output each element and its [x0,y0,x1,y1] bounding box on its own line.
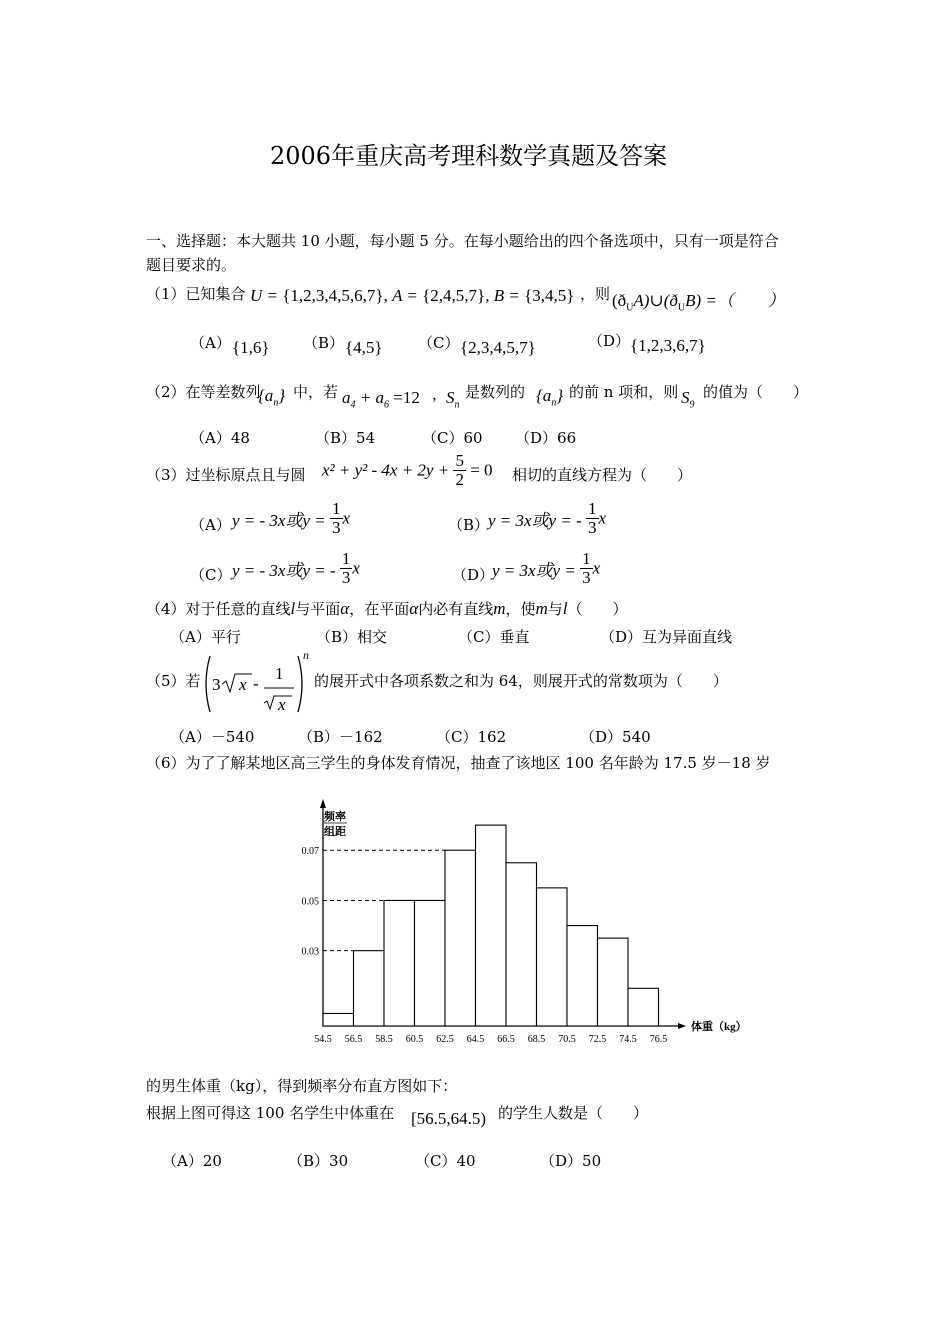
q5-power-n: n [303,648,309,662]
q5-frac-num: 1 [275,664,284,683]
histogram-bar [354,951,385,1026]
q3-opt-b-num: 1 [588,499,597,518]
q3-opt-c-num: 1 [341,549,351,568]
q2-a6: + a [359,388,384,407]
q1-option-c: {2,3,4,5,7} [460,338,536,357]
q3-option-b-label: （B） [448,516,490,534]
x-tick-label: 62.5 [436,1034,454,1045]
q6-option-c-label: （C） [415,1152,457,1170]
q2-an: {a [258,386,274,405]
q6-option-d-value: 50 [582,1152,602,1170]
q3-opt-d-frac [580,550,593,587]
q2-equation [342,388,420,410]
q2-comma: ， [432,385,448,403]
q2-option-a-value: 48 [230,429,250,447]
q3-opt-c-frac [340,550,353,587]
q6-option-d [540,1150,601,1171]
q3-circle-eq: x² + y² - 4x + 2y + [322,460,450,480]
q6-line3b: 的学生人数是（ ） [498,1104,649,1122]
q6-line2: 的男生体重（kg），得到频率分布直方图如下： [146,1077,458,1095]
q1-expr-b: B) =（ ） [685,291,785,310]
q2-a4: a [342,388,351,407]
q1-option-b-label: （B） [303,334,345,352]
q2-sn-sub: n [454,399,460,411]
q4-option-a [170,626,241,647]
q3-end: 相切的直线方程为（ ） [512,466,693,484]
histogram-bar [628,988,659,1026]
q5-option-c [436,726,506,747]
q2-an-sub: n [273,397,279,409]
q3-frac-den: 2 [455,469,464,489]
q6-option-b-label: （B） [288,1152,330,1170]
q2-S9-letter: S [681,388,690,407]
q5-option-a-value: －540 [210,728,255,746]
x-tick-label: 56.5 [344,1034,363,1045]
q2-an2-sub: n [551,397,557,409]
q2-option-b-label: （B） [315,429,357,447]
q3-option-c [232,550,360,587]
q3-opt-c-left: y = - 3x或y = - [232,560,336,580]
y-tick-label: 0.05 [301,896,319,908]
q4-alpha: α [340,599,350,618]
q6-option-a-label: （A） [162,1152,203,1170]
q3-opt-d-left: y = 3x或y = [492,560,576,580]
x-tick-label: 64.5 [466,1034,485,1045]
histogram-bar [476,825,507,1026]
q3-opt-d-right: x [592,558,601,578]
q3-fraction [453,452,466,489]
q2-sequence-2 [536,386,563,408]
q4-text3: ，在平面 [349,600,410,618]
q1-expression [612,286,785,313]
q5-option-b-label: （B） [298,728,340,746]
q2-sub4: 4 [350,399,356,411]
q2-an-close: } [278,386,286,405]
histogram-bar [323,1013,354,1026]
q3-opt-c-den: 3 [341,567,351,587]
q1-sub-u1: U [626,302,634,314]
q4-end: （ ） [567,600,628,618]
q2-sn [446,388,460,410]
q6-interval: [56.5,64.5) [411,1109,487,1128]
q5-sqrt-x: x [239,675,247,694]
q1-option-c-label: （C） [418,334,460,352]
section-intro-line1: 一、选择题：本大题共 10 小题，每小题 5 分。在每小题给出的四个备选项中，只有一项是符合 [146,232,779,250]
q2-option-b [315,427,375,448]
q2-sequence [258,386,285,408]
histogram-bar [598,938,629,1026]
q2-option-d-value: 66 [557,429,577,447]
x-tick-label: 70.5 [558,1034,576,1045]
q3-eq0: = 0 [470,460,493,480]
x-tick-label: 76.5 [649,1034,668,1045]
q2-option-d [515,427,576,448]
q2-option-c [422,427,483,448]
x-tick-label: 54.5 [314,1034,332,1045]
q4-option-d [600,626,732,647]
q1-B: B = [493,286,520,305]
q2-an2: {a [536,386,552,405]
q3-prefix: （3）过坐标原点且与圆 [146,466,306,484]
q1-option-b: {4,5} [345,338,383,357]
histogram-bar [384,900,415,1026]
histogram-bar [415,900,446,1026]
histogram-chart [290,796,760,1050]
q2-mid3: 的前 n 项和，则 [569,383,679,401]
page-title: 2006年重庆高考理科数学真题及答案 [270,142,668,170]
x-axis-label: 体重（kg） [691,1021,747,1033]
q4-l: l [290,599,296,618]
q1-option-a-label: （A） [190,334,231,352]
q5-option-c-value: 162 [477,728,507,746]
q6-option-d-label: （D） [540,1152,583,1170]
q5-option-d-value: 540 [622,728,651,746]
q2-option-a-label: （A） [190,429,231,447]
q5-end: 的展开式中各项系数之和为 64，则展开式的常数项为（ ） [314,672,728,690]
q4-option-b-value: 相交 [357,628,388,646]
q4-option-c-value: 垂直 [499,628,530,646]
x-tick-label: 60.5 [405,1034,424,1045]
q5-option-d [580,726,651,747]
q2-eq-tail: =12 [393,388,420,407]
q1-option-d: {1,2,3,6,7} [630,336,706,355]
q6-line1: （6）为了了解某地区高三学生的身体发育情况，抽查了该地区 100 名年龄为 17.5 岁－18 岁 [146,754,771,772]
q3-opt-a-den: 3 [332,517,341,537]
q5-minus: - [253,674,259,693]
q1-Bset: {3,4,5} [524,286,575,305]
q4-alpha2: α [409,599,419,618]
q3-frac-num: 5 [455,451,464,470]
y-tick-label: 0.03 [301,946,319,958]
q1-option-a: {1,6} [232,338,270,357]
q1-option-d-label: （D） [588,332,631,350]
q1-then: ，则 [580,285,611,303]
q6-option-b [288,1150,348,1171]
q3-opt-a-right: x [342,508,351,528]
y-tick-label: 0.07 [301,846,319,858]
q4-text4: 内必有直线 [418,600,494,618]
q4-option-c-label: （C） [458,628,500,646]
histogram-bar [506,863,537,1026]
q2-option-d-label: （D） [515,429,558,447]
q3-option-c-label: （C） [190,566,232,584]
q3-option-a-label: （A） [190,516,231,534]
histogram-bar [445,850,476,1026]
q6-option-c [415,1150,476,1171]
q1-prefix: （1）已知集合 [146,285,246,303]
q3-opt-d-num: 1 [582,549,591,568]
q5-option-b [298,726,383,747]
q1-expr-open: (ð [612,291,627,310]
q4-stem [146,598,628,619]
q4-option-b-label: （B） [316,628,358,646]
q4-option-a-value: 平行 [210,628,241,646]
histogram-bar [537,888,568,1026]
q5-expression [200,650,312,718]
q2-S: S [446,388,455,407]
q4-text6: 与 [547,600,563,618]
q6-option-b-value: 30 [329,1152,349,1170]
x-tick-label: 68.5 [527,1034,546,1045]
q4-l2: l [562,599,568,618]
q2-sub9: 9 [689,399,695,411]
q5-option-c-label: （C） [436,728,478,746]
q4-option-b [316,626,387,647]
q3-opt-a-left: y = - 3x或y = [232,510,326,530]
q4-option-d-value: 互为异面直线 [642,628,733,646]
q1-U: U = [250,286,278,305]
x-tick-label: 72.5 [588,1034,607,1045]
q2-end: 的值为（ ） [703,383,809,401]
section-intro-line2: 题目要求的。 [146,256,237,274]
x-tick-label: 74.5 [619,1034,637,1045]
q3-opt-a-num: 1 [332,499,341,518]
q4-m2: m [535,599,548,618]
q2-an2-close: } [556,386,564,405]
q2-prefix: （2）在等差数列 [146,383,261,401]
q4-option-a-label: （A） [170,628,211,646]
q3-option-a [232,500,350,537]
y-axis-label-top: 频率 [324,811,346,823]
q2-option-a [190,427,250,448]
q2-option-b-value: 54 [356,429,376,447]
y-axis-arrow [320,799,326,808]
q5-frac-den: x [278,695,286,714]
q6-option-a [162,1150,222,1171]
q6-option-a-value: 20 [202,1152,222,1170]
q2-option-c-value: 60 [463,429,483,447]
y-axis-label-bottom: 组距 [324,826,346,838]
q5-option-a [170,726,254,747]
q3-option-d [492,550,600,587]
q3-opt-b-right: x [598,508,607,528]
q5-three: 3 [212,675,221,694]
q1-Uset: {1,2,3,4,5,6,7} [282,286,384,305]
q3-opt-b-left: y = 3x或y = - [488,510,582,530]
histogram-bar [567,926,598,1026]
x-tick-label: 58.5 [375,1034,393,1045]
q3-opt-b-den: 3 [588,517,597,537]
q4-m: m [493,599,506,618]
q4-text5: ，使 [505,600,536,618]
q1-expr-a: A)∪(ð [633,291,678,310]
q4-text2: 与平面 [295,600,341,618]
q5-option-b-value: －162 [339,728,383,746]
q2-s9 [681,388,695,410]
q1-sets: U = {1,2,3,4,5,6,7}, A = {2,4,5,7}, B = {3,4,5} [250,286,575,305]
q6-option-c-value: 40 [456,1152,476,1170]
q2-mid1: 中，若 [293,383,339,401]
q3-opt-b-frac [586,500,599,537]
q2-sub6: 6 [383,399,389,411]
q3-option-d-label: （D） [452,566,495,584]
q3-circle [322,452,493,489]
q4-option-c [458,626,530,647]
x-axis-arrow [678,1023,686,1029]
q6-line3a: 根据上图可得这 100 名学生中体重在 [146,1104,395,1122]
q2-option-c-label: （C） [422,429,464,447]
q4-text1: （4）对于任意的直线 [146,600,291,618]
q5-prefix: （5）若 [146,672,201,690]
q3-opt-a-frac [330,500,343,537]
q4-option-d-label: （D） [600,628,643,646]
q1-A: A = [392,286,418,305]
x-tick-label: 66.5 [497,1034,515,1045]
q3-opt-d-den: 3 [582,567,591,587]
q5-option-d-label: （D） [580,728,623,746]
q3-opt-c-right: x [352,558,360,578]
q1-sub-u2: U [677,302,686,314]
q3-option-b [488,500,606,537]
q5-option-a-label: （A） [170,728,211,746]
q1-Aset: {2,4,5,7} [422,286,486,305]
q2-mid2: 是数列的 [465,383,526,401]
